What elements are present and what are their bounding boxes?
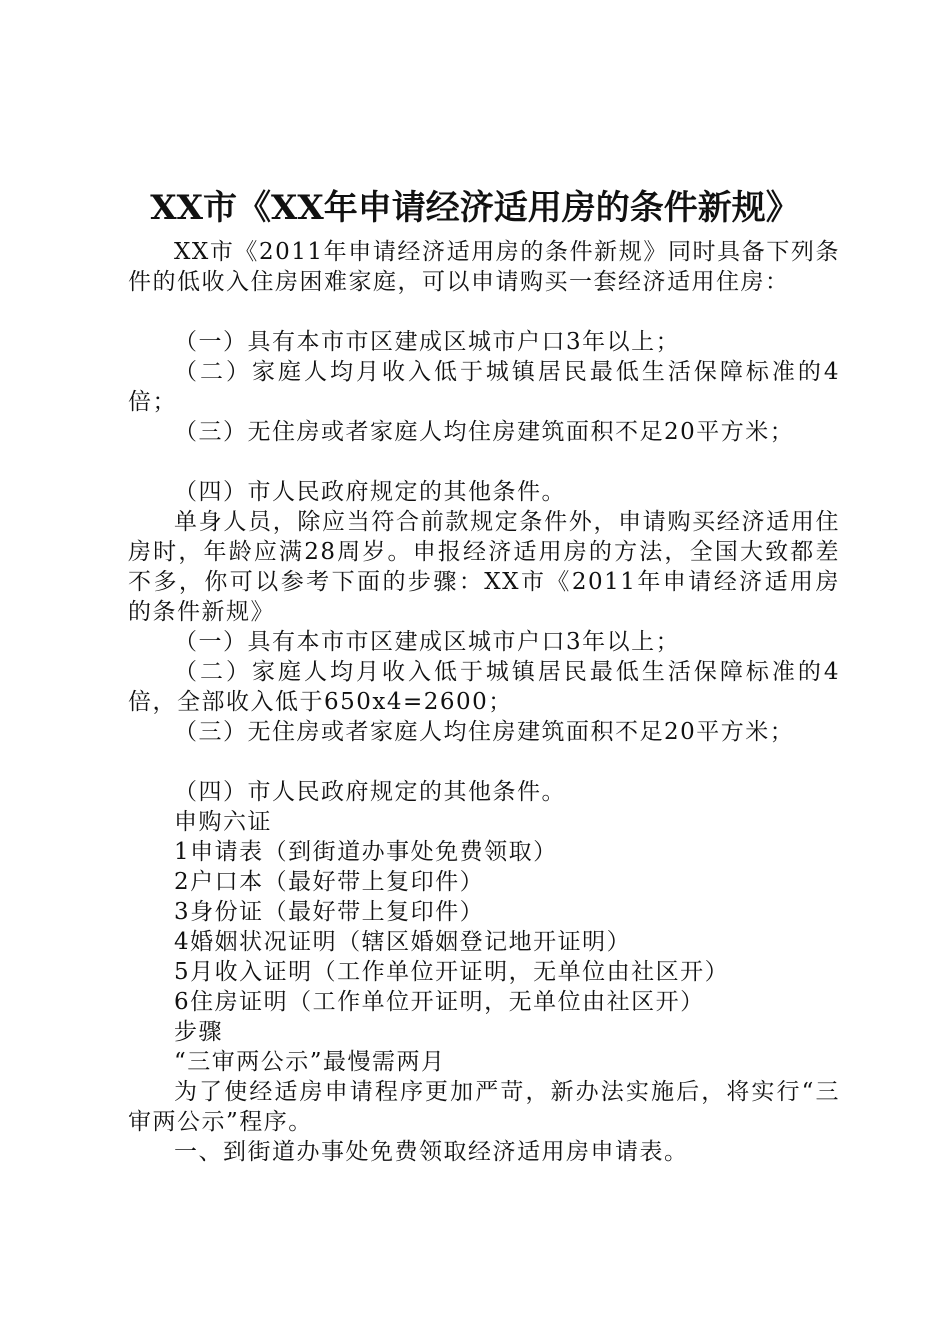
paragraph-procedure: 为了使经适房申请程序更加严苛，新办法实施后，将实行“三审两公示”程序。 [128,1079,840,1135]
paragraph-condition-4-repeat: （四）市人民政府规定的其他条件。 [174,779,566,805]
paragraph-condition-2: （二）家庭人均月收入低于城镇居民最低生活保障标准的4倍； [128,359,840,415]
document-title: XX市《XX年申请经济适用房的条件新规》 [150,188,800,228]
paragraph-condition-1: （一）具有本市市区建成区城市户口3年以上； [174,329,681,355]
paragraph-single-persons: 单身人员，除应当符合前款规定条件外，申请购买经济适用住房时，年龄应满28周岁。申报经济适用房的方法，全国大致都差不多，你可以参考下面的步骤：XX市《2011年申请经济适用房的条件新规》 [128,509,840,625]
paragraph-step-one: 一、到街道办事处免费领取经济适用房申请表。 [174,1139,689,1165]
list-item-id-card: 3身份证（最好带上复印件） [174,899,485,925]
document-body [128,237,840,1167]
paragraph-condition-2-repeat: （二）家庭人均月收入低于城镇居民最低生活保障标准的4倍，全部收入低于650x4=2600； [128,659,840,715]
list-item-marriage-certificate: 4婚姻状况证明（辖区婚姻登记地开证明） [174,929,632,955]
list-item-housing-certificate: 6住房证明（工作单位开证明，无单位由社区开） [174,989,705,1015]
paragraph-condition-3-repeat: （三）无住房或者家庭人均住房建筑面积不足20平方米； [174,719,795,745]
heading-six-certificates: 申购六证 [174,809,272,835]
paragraph-three-reviews: “三审两公示”最慢需两月 [174,1049,446,1075]
list-item-household-register: 2户口本（最好带上复印件） [174,869,485,895]
list-item-income-certificate: 5月收入证明（工作单位开证明，无单位由社区开） [174,959,730,985]
paragraph-condition-1-repeat: （一）具有本市市区建成区城市户口3年以上； [174,629,681,655]
heading-steps: 步骤 [174,1019,223,1045]
paragraph-intro: XX市《2011年申请经济适用房的条件新规》同时具备下列条件的低收入住房困难家庭，可以申请购买一套经济适用住房： [128,239,840,295]
list-item-application-form: 1申请表（到街道办事处免费领取） [174,839,558,865]
paragraph-condition-3: （三）无住房或者家庭人均住房建筑面积不足20平方米； [174,419,795,445]
paragraph-condition-4: （四）市人民政府规定的其他条件。 [174,479,566,505]
